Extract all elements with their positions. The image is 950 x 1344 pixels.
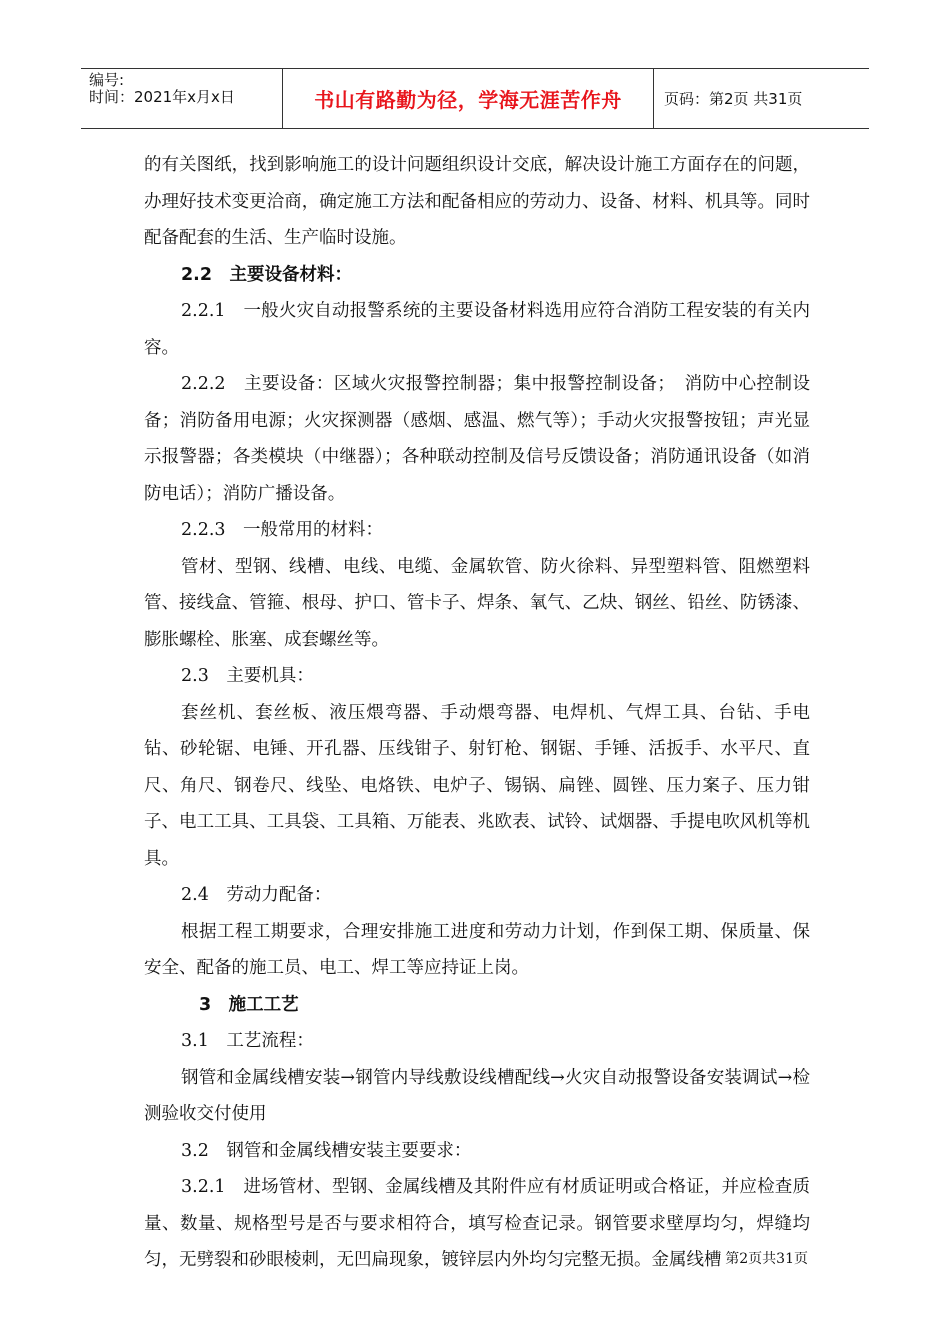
header-page-info: 页码：第2页 共31页 <box>664 90 803 108</box>
number-label: 编号: <box>89 71 125 89</box>
paragraph-2-2-3: 2.2.3 一般常用的材料： <box>181 520 384 540</box>
paragraph-3-2-1: 3.2.1 进场管材、型钢、金属线槽及其附件应有材质证明或合格证，并应检查质量、数量、规格型号是否与要求相符合，填写检查记录。钢管要求壁厚均匀，焊缝均匀，无劈裂和砂眼棱刺，无凹扁现象，镀锌层内外均匀完整无损。金属线槽 <box>144 1177 810 1270</box>
paragraph-tools: 套丝机、套丝板、液压煨弯器、手动煨弯器、电焊机、气焊工具、台钻、手电钻、砂轮锯、电锤、开孔器、压线钳子、射钉枪、钢锯、手锤、活扳手、水平尺、直尺、角尺、钢卷尺、线坠、电烙铁、电炉子、锡锅、扁锉、圆锉、压力案子、压力钳子、电工工具、工具袋、工具箱、万能表、兆欧表、试铃、试烟器、手提电吹风机等机具。 <box>144 702 810 869</box>
paragraph-2-2-2: 2.2.2 主要设备：区域火灾报警控制器；集中报警控制设备； 消防中心控制设备；消防备用电源；火灾探测器（感烟、感温、燃气等）；手动火灾报警按钮；声光显示报警器；各类模块（中继器）；各种联动控制及信号反馈设备；消防通讯设备（如消防电话）；消防广播设备。 <box>144 374 810 504</box>
paragraph-2-3: 2.3 主要机具： <box>181 666 314 686</box>
paragraph-2-2-1: 2.2.1 一般火灾自动报警系统的主要设备材料选用应符合消防工程安装的有关内容。 <box>144 301 810 358</box>
document-body <box>144 147 810 1279</box>
header-motto: 书山有路勤为径，学海无涯苦作舟 <box>283 69 654 128</box>
paragraph-intro: 的有关图纸，找到影响施工的设计问题组织设计交底，解决设计施工方面存在的问题，办理好技术变更洽商，确定施工方法和配备相应的劳动力、设备、材料、机具等。同时配备配套的生活、生产临时设施。 <box>144 155 810 248</box>
paragraph-3-2: 3.2 钢管和金属线槽安装主要要求： <box>181 1140 472 1161</box>
paragraph-materials: 管材、型钢、线槽、电线、电缆、金属软管、防火徐料、异型塑料管、阻燃塑料管、接线盒、管箍、根母、护口、管卡子、焊条、氧气、乙炔、钢丝、铅丝、防锈漆、膨胀螺栓、胀塞、成套螺丝等。 <box>144 556 810 650</box>
page-header <box>81 68 869 129</box>
heading-3: 3 施工工艺 <box>199 994 299 1015</box>
paragraph-3-1: 3.1 工艺流程： <box>181 1031 314 1051</box>
paragraph-labor: 根据工程工期要求，合理安排施工进度和劳动力计划，作到保工期、保质量、保安全、配备的施工员、电工、焊工等应持证上岗。 <box>144 921 810 978</box>
header-meta <box>81 69 283 128</box>
paragraph-flow: 钢管和金属线槽安装→钢管内导线敷设线槽配线→火灾自动报警设备安装调试→检测验收交付使用 <box>144 1067 810 1124</box>
page-footer: 第2页共31页 <box>725 1251 808 1267</box>
heading-2-2: 2.2 主要设备材料： <box>181 264 353 285</box>
paragraph-2-4: 2.4 劳动力配备： <box>181 885 332 905</box>
date-label: 时间：2021年x月x日 <box>89 88 235 106</box>
